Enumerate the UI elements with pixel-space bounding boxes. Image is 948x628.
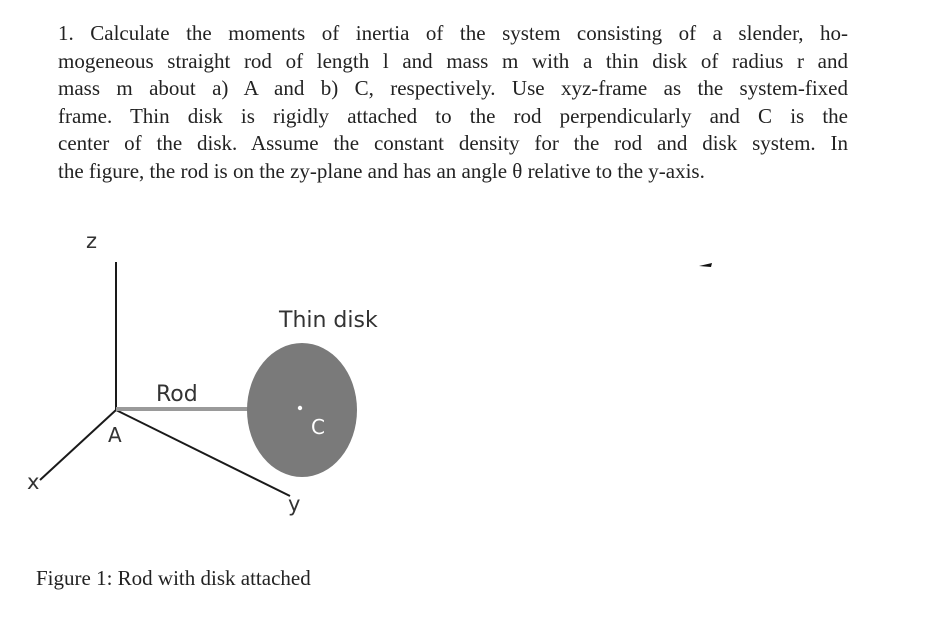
figure-caption: Figure 1: Rod with disk attached <box>36 566 311 590</box>
problem-line-5: center of the disk. Assume the constant density for the rod and disk system. In <box>58 131 848 156</box>
problem-line-3: mass m about a) A and b) C, respectively. Use xyz-frame as the system-fixed <box>58 76 848 101</box>
problem-line-1: 1. Calculate the moments of inertia of the system consisting of a slender, ho- <box>58 21 848 45</box>
rod-label: Rod <box>156 382 198 407</box>
stray-mark <box>699 263 712 267</box>
z-axis-label: z <box>86 229 98 253</box>
problem-line-2: mogeneous straight rod of length l and mass m with a thin disk of radius r and <box>58 48 848 73</box>
point-c-label: C <box>311 415 325 439</box>
problem-line-6: the figure, the rod is on the zy-plane and has an angle θ relative to the y-axis. <box>58 158 705 183</box>
thin-disk <box>247 343 357 477</box>
x-axis-label: x <box>27 470 40 494</box>
center-point <box>298 406 302 410</box>
problem-line-4: frame. Thin disk is rigidly attached to the rod perpendicularly and C is the <box>58 103 848 128</box>
x-axis <box>40 410 116 480</box>
disk-label: Thin disk <box>279 308 378 333</box>
y-axis-label: y <box>288 492 301 516</box>
point-a-label: A <box>108 423 122 447</box>
